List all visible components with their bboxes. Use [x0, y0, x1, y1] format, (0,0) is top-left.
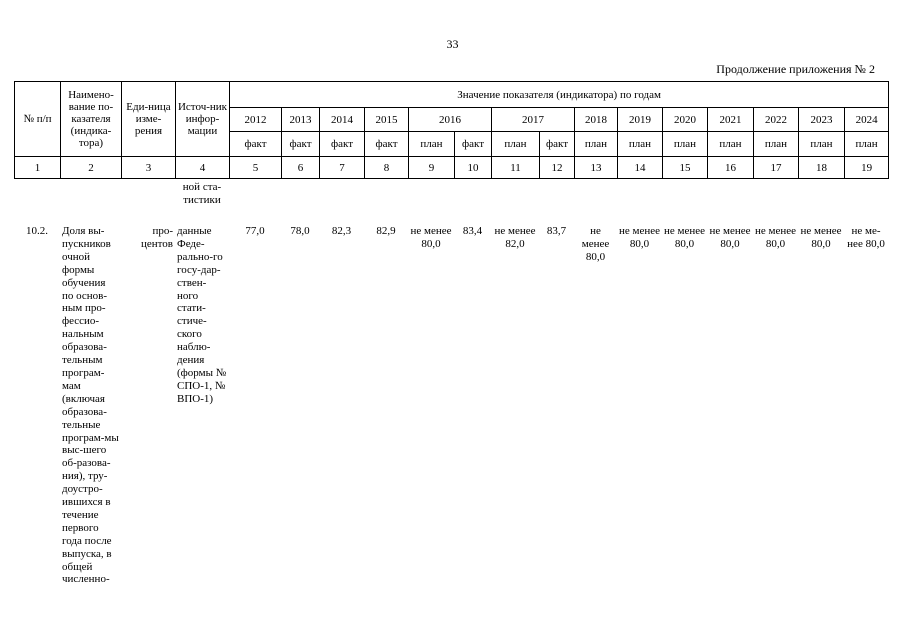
- header-indicator-name: Наимено-вание по-казателя (индика-тора): [61, 82, 122, 157]
- value-cell: 78,0: [290, 225, 310, 237]
- indicator-name: Доля вы-пускников очной формы обучения по основ-ным про-фессио-нальным образова-тельным програм-мам (включая образова-тельные програм-мы выс-шего об-разова-ния), тру-доустро-ившихся в течение первого года после выпуска, в общей численно-: [62, 225, 119, 586]
- header-unit: Еди-ница изме-рения: [122, 82, 176, 157]
- header-kind: план: [618, 132, 663, 157]
- column-number: 5: [230, 157, 282, 179]
- header-kind: факт: [230, 132, 282, 157]
- header-kind: факт: [320, 132, 365, 157]
- column-number: 2: [61, 157, 122, 179]
- column-number: 12: [540, 157, 575, 179]
- header-year: 2020: [663, 108, 708, 132]
- source-carryover-text: ной ста-тистики: [182, 181, 222, 206]
- header-year: 2018: [575, 108, 618, 132]
- value-cell: не менее 80,0: [581, 225, 610, 263]
- header-kind: факт: [282, 132, 320, 157]
- column-number: 6: [282, 157, 320, 179]
- header-kind: план: [845, 132, 889, 157]
- header-year: 2014: [320, 108, 365, 132]
- header-year: 2015: [365, 108, 409, 132]
- header-kind: факт: [455, 132, 492, 157]
- header-year: 2022: [754, 108, 799, 132]
- column-number: 8: [365, 157, 409, 179]
- header-year: 2024: [845, 108, 889, 132]
- table-row: [14, 225, 888, 586]
- column-number: 7: [320, 157, 365, 179]
- header-table: [14, 81, 889, 179]
- column-number: 11: [492, 157, 540, 179]
- header-year: 2013: [282, 108, 320, 132]
- column-number: 4: [176, 157, 230, 179]
- header-kind: план: [575, 132, 618, 157]
- value-cell: не менее 80,0: [664, 225, 706, 250]
- header-kind: план: [409, 132, 455, 157]
- column-number: 19: [845, 157, 889, 179]
- column-number: 13: [575, 157, 618, 179]
- header-num: № п/п: [15, 82, 61, 157]
- value-cell: не менее 80,0: [755, 225, 797, 250]
- header-year: 2012: [230, 108, 282, 132]
- header-kind: факт: [365, 132, 409, 157]
- value-cell: не менее 80,0: [709, 225, 751, 250]
- column-number: 16: [708, 157, 754, 179]
- unit: про-центов: [140, 225, 173, 250]
- header-kind: факт: [540, 132, 575, 157]
- header-kind: план: [708, 132, 754, 157]
- source: данные Феде-рально-го госу-дар-ствен-ного стати-стиче-ского наблю-дения (формы № СПО-1, № ВПО-1): [177, 225, 227, 405]
- header-source: Источ-ник инфор-мации: [176, 82, 230, 157]
- value-cell: не менее 80,0: [619, 225, 661, 250]
- header-year: 2023: [799, 108, 845, 132]
- header-kind: план: [754, 132, 799, 157]
- column-number: 9: [409, 157, 455, 179]
- column-number: 18: [799, 157, 845, 179]
- value-cell: не менее 80,0: [410, 225, 452, 250]
- value-cell: не ме-нее 80,0: [847, 225, 885, 250]
- column-number: 17: [754, 157, 799, 179]
- column-number: 10: [455, 157, 492, 179]
- row-number: 10.2.: [26, 225, 48, 237]
- column-number: 3: [122, 157, 176, 179]
- header-kind: план: [663, 132, 708, 157]
- header-kind: план: [799, 132, 845, 157]
- continuation-note: Продолжение приложения № 2: [716, 62, 875, 76]
- page-number: 33: [446, 37, 459, 51]
- header-values-by-year: Значение показателя (индикатора) по годам: [230, 82, 889, 108]
- value-cell: 83,7: [546, 225, 567, 237]
- value-cell: 82,3: [331, 225, 352, 237]
- header-year: 2021: [708, 108, 754, 132]
- value-cell: не менее 82,0: [494, 225, 536, 250]
- header-kind: план: [492, 132, 540, 157]
- header-year: 2016: [409, 108, 492, 132]
- column-number: 1: [15, 157, 61, 179]
- column-number: 15: [663, 157, 708, 179]
- column-number: 14: [618, 157, 663, 179]
- value-cell: 82,9: [376, 225, 396, 237]
- value-cell: 83,4: [462, 225, 483, 237]
- value-cell: 77,0: [245, 225, 265, 237]
- header-year: 2017: [492, 108, 575, 132]
- header-year: 2019: [618, 108, 663, 132]
- body-table: [14, 181, 888, 586]
- value-cell: не менее 80,0: [800, 225, 842, 250]
